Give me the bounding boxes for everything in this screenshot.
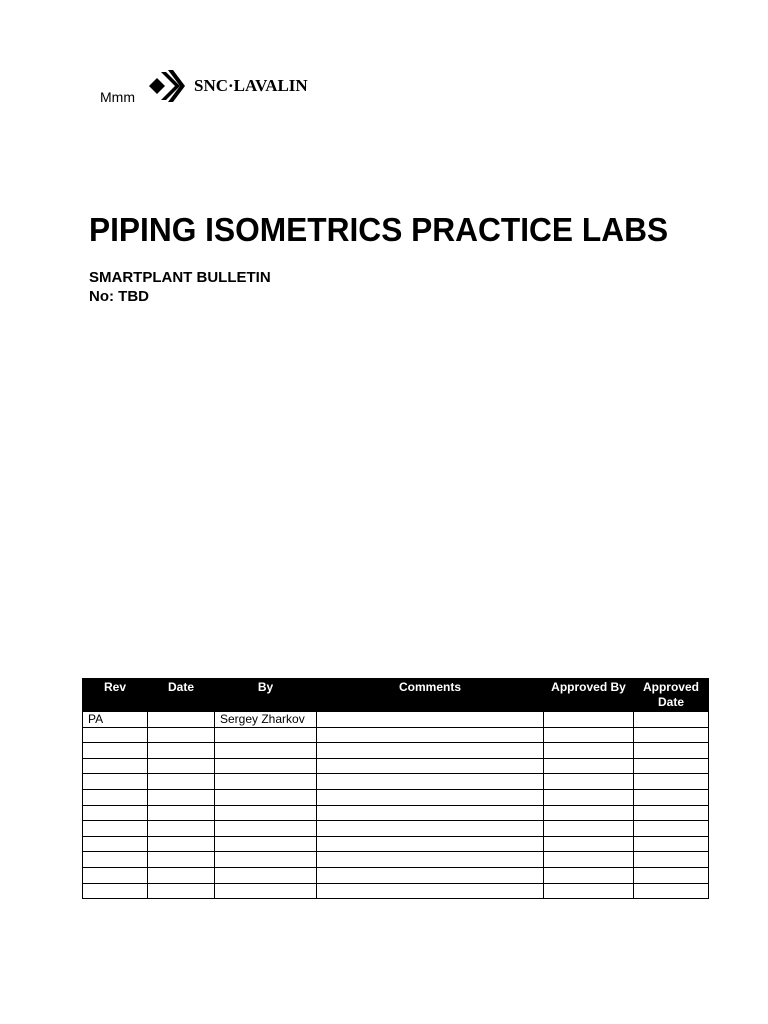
revision-table-header [83, 679, 709, 712]
header-comments: Comments [317, 679, 544, 712]
cell-approved-date [634, 883, 709, 899]
cell-by [215, 789, 317, 805]
cell-by [215, 805, 317, 821]
cell-date [148, 743, 215, 759]
cell-comments [317, 758, 544, 774]
cell-rev [83, 852, 148, 868]
header-date: Date [148, 679, 215, 712]
cell-date [148, 852, 215, 868]
cell-comments [317, 836, 544, 852]
cell-rev [83, 789, 148, 805]
cell-comments [317, 805, 544, 821]
header-approved-by: Approved By [544, 679, 634, 712]
cell-approved-by [544, 743, 634, 759]
document-subtitle-block [89, 268, 271, 306]
cell-date [148, 883, 215, 899]
cell-approved-date [634, 805, 709, 821]
cell-approved-by [544, 805, 634, 821]
cell-date [148, 805, 215, 821]
cell-date [148, 727, 215, 743]
table-row [83, 743, 709, 759]
table-row [83, 758, 709, 774]
cell-comments [317, 789, 544, 805]
cell-rev [83, 758, 148, 774]
cell-approved-by [544, 712, 634, 728]
header-rev: Rev [83, 679, 148, 712]
cell-rev [83, 727, 148, 743]
cell-comments [317, 883, 544, 899]
cell-by [215, 743, 317, 759]
document-number: No: TBD [89, 288, 149, 305]
company-logo [146, 68, 326, 106]
cell-by: Sergey Zharkov [215, 712, 317, 728]
document-title: PIPING ISOMETRICS PRACTICE LABS [89, 211, 669, 248]
cell-rev [83, 774, 148, 790]
cell-approved-by [544, 852, 634, 868]
cell-approved-by [544, 867, 634, 883]
cell-by [215, 883, 317, 899]
cell-comments [317, 852, 544, 868]
header-approved-date: Approved Date [634, 679, 709, 712]
cell-date [148, 821, 215, 837]
cell-comments [317, 774, 544, 790]
table-row [83, 821, 709, 837]
cell-comments [317, 727, 544, 743]
cell-approved-by [544, 774, 634, 790]
cell-rev [83, 867, 148, 883]
cell-approved-date [634, 774, 709, 790]
table-row [83, 774, 709, 790]
table-row [83, 836, 709, 852]
cell-approved-date [634, 743, 709, 759]
cell-by [215, 852, 317, 868]
cell-approved-by [544, 836, 634, 852]
cell-approved-by [544, 727, 634, 743]
cell-approved-by [544, 821, 634, 837]
cell-date [148, 774, 215, 790]
cell-by [215, 867, 317, 883]
snc-lavalin-logo-icon [146, 68, 186, 104]
document-subtitle: SMARTPLANT BULLETIN [89, 269, 271, 286]
cell-approved-date [634, 821, 709, 837]
cell-approved-date [634, 789, 709, 805]
table-row [83, 867, 709, 883]
cell-comments [317, 867, 544, 883]
cell-rev [83, 743, 148, 759]
cell-by [215, 758, 317, 774]
cell-date [148, 867, 215, 883]
table-row [83, 883, 709, 899]
header-by: By [215, 679, 317, 712]
revision-table-body [83, 712, 709, 899]
table-row [83, 727, 709, 743]
cell-comments [317, 821, 544, 837]
cell-date [148, 836, 215, 852]
cell-approved-date [634, 727, 709, 743]
cell-rev [83, 836, 148, 852]
cell-approved-by [544, 789, 634, 805]
cell-comments [317, 743, 544, 759]
cell-by [215, 774, 317, 790]
cell-date [148, 789, 215, 805]
company-name: SNC·LAVALIN [194, 76, 308, 95]
cell-date [148, 758, 215, 774]
cell-rev [83, 821, 148, 837]
revision-table [82, 678, 709, 899]
cell-by [215, 821, 317, 837]
cell-by [215, 727, 317, 743]
cell-approved-date [634, 836, 709, 852]
cell-rev: PA [83, 712, 148, 728]
cell-rev [83, 805, 148, 821]
table-row [83, 712, 709, 728]
cell-approved-date [634, 867, 709, 883]
cell-approved-date [634, 852, 709, 868]
table-row [83, 852, 709, 868]
cell-approved-by [544, 758, 634, 774]
header-prefix: Mmm [100, 89, 135, 105]
cell-approved-date [634, 712, 709, 728]
cell-rev [83, 883, 148, 899]
cell-date [148, 712, 215, 728]
cell-approved-date [634, 758, 709, 774]
cell-comments [317, 712, 544, 728]
table-row [83, 789, 709, 805]
cell-by [215, 836, 317, 852]
cell-approved-by [544, 883, 634, 899]
table-row [83, 805, 709, 821]
